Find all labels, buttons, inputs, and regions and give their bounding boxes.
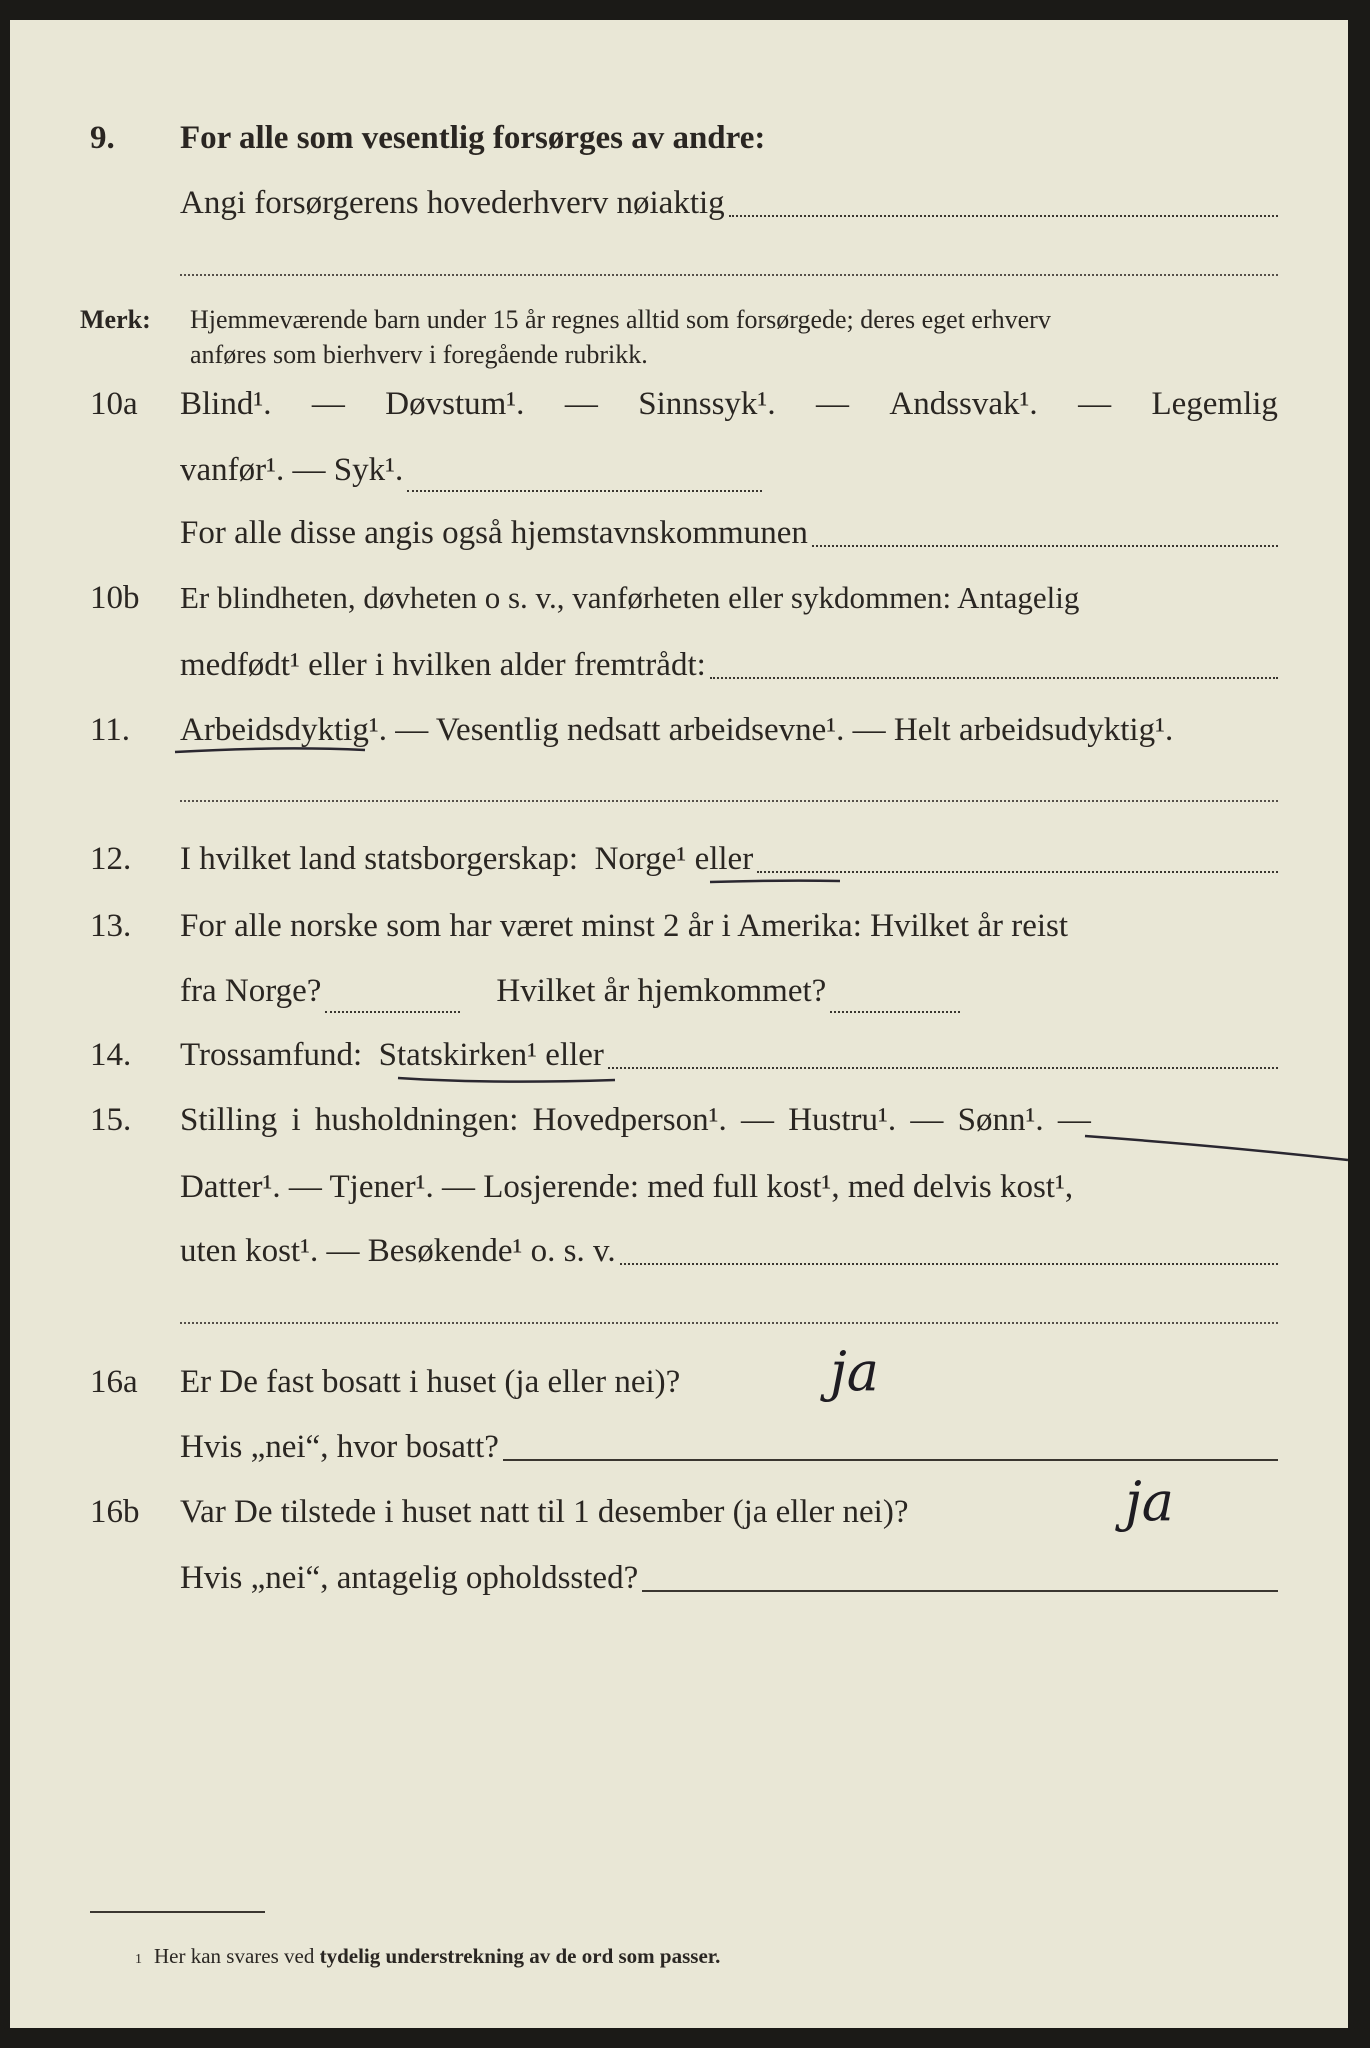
q15-line1: Stilling i husholdningen: Hovedperson¹. — Hustru¹. — Sønn¹. — [180, 1102, 1091, 1138]
q16b-label: Var De tilstede i huset natt til 1 desember (ja eller nei)? [180, 1494, 909, 1530]
option-statskirken[interactable]: Statskirken¹ [378, 1037, 538, 1073]
q12-line [180, 841, 1278, 878]
q15-number: 15. [90, 1102, 132, 1138]
q9-extra-line[interactable] [180, 274, 1278, 276]
merk-label: Merk: [80, 305, 151, 334]
q16b-number: 16b [90, 1494, 140, 1530]
q10a-line3 [180, 515, 1278, 552]
q10a-hjemstavn-field[interactable] [812, 545, 1278, 547]
dash: — [815, 386, 849, 422]
q10b-label: medfødt¹ eller i hvilken alder fremtrådt: [180, 647, 706, 683]
option-sinnssyk[interactable]: Sinnssyk¹. [638, 386, 776, 422]
q16b-handwritten-answer[interactable]: ja [1125, 1470, 1174, 1533]
option-andssvak[interactable]: Andssvak¹. [889, 386, 1038, 422]
q14-line [180, 1037, 1278, 1074]
q14-label: Trossamfund: [180, 1037, 363, 1073]
q16a-line2 [180, 1429, 1278, 1466]
q14-field[interactable] [608, 1067, 1278, 1069]
q10b-line1: Er blindheten, døvheten o s. v., vanførheten eller sykdommen: Antagelig [180, 580, 1080, 615]
footnote-rule [90, 1911, 265, 1913]
q16b-opholdssted-label: Hvis „nei“, antagelig opholdssted? [180, 1560, 639, 1596]
footnote [135, 1944, 720, 1969]
q12-number: 12. [90, 841, 132, 877]
q10a-syk-field[interactable] [407, 490, 762, 492]
dash: — [1078, 386, 1112, 422]
dash: — [311, 386, 345, 422]
q15-line2: Datter¹. — Tjener¹. — Losjerende: med full kost¹, med delvis kost¹, [180, 1169, 1074, 1205]
q16a-label: Er De fast bosatt i huset (ja eller nei)? [180, 1364, 681, 1400]
q13-hjemkommet-field[interactable] [830, 1011, 960, 1013]
q15-field[interactable] [620, 1263, 1278, 1265]
census-form-page [10, 20, 1348, 2028]
footnote-mark: 1 [135, 1952, 142, 1967]
option-arbeidsdyktig[interactable]: Arbeidsdyktig¹. [180, 712, 387, 748]
q11-other-options[interactable]: — Vesentlig nedsatt arbeidsevne¹. — Helt arbeidsudyktig¹. [395, 712, 1174, 748]
merk-line1: Hjemmeværende barn under 15 år regnes alltid som forsørgede; deres eget erhverv [190, 305, 1051, 334]
q15-besokende: uten kost¹. — Besøkende¹ o. s. v. [180, 1233, 616, 1269]
q13-number: 13. [90, 908, 132, 944]
q9-answer-field[interactable] [729, 215, 1278, 217]
q9-label: Angi forsørgerens hovederhverv nøiaktig [180, 185, 725, 221]
q10a-line1 [180, 386, 1278, 423]
q13-reist-field[interactable] [325, 1011, 460, 1013]
q16b-opholdssted-field[interactable] [642, 1590, 1278, 1592]
dash: — [564, 386, 598, 422]
underline-statskirken [398, 1078, 615, 1082]
q16b-line2 [180, 1560, 1278, 1597]
q11-number: 11. [90, 712, 131, 748]
q12-eller: eller [694, 841, 754, 877]
q12-field[interactable] [757, 871, 1278, 873]
option-blind[interactable]: Blind¹. [180, 386, 272, 422]
q13-reist-label: fra Norge? [180, 973, 322, 1009]
q13-hjemkommet-label: Hvilket år hjemkommet? [496, 973, 827, 1009]
q16a-handwritten-answer[interactable]: ja [830, 1340, 879, 1403]
q11-line [180, 712, 1278, 749]
q10b-line2 [180, 647, 1278, 684]
q10b-number: 10b [90, 580, 140, 616]
q15-line3 [180, 1233, 1278, 1270]
q14-eller: eller [545, 1037, 604, 1073]
underline-sonn [1085, 1136, 1348, 1160]
q16a-number: 16a [90, 1364, 138, 1400]
q10a-number: 10a [90, 386, 138, 422]
q13-line1: For alle norske som har været minst 2 år i Amerika: Hvilket år reist [180, 908, 1069, 944]
q9-line1: For alle som vesentlig forsørges av andre: [180, 120, 766, 156]
option-legemlig[interactable]: Legemlig [1151, 386, 1278, 422]
q10a-line2 [180, 452, 1278, 489]
q15-extra-line[interactable] [180, 1322, 1278, 1324]
q9-number: 9. [90, 120, 115, 156]
q12-label: I hvilket land statsborgerskap: [180, 841, 579, 877]
footnote-text: Her kan svares ved [154, 1944, 315, 1968]
q14-number: 14. [90, 1037, 132, 1073]
q16a-bosatt-field[interactable] [503, 1459, 1278, 1461]
option-norge[interactable]: Norge¹ [594, 841, 687, 877]
footnote-text-bold: tydelig understrekning av de ord som passer. [319, 1944, 721, 1968]
q10b-field[interactable] [710, 677, 1278, 679]
q10a-vanfor-syk: vanfør¹. — Syk¹. [180, 452, 404, 488]
option-dovstum[interactable]: Døvstum¹. [385, 386, 525, 422]
q16a-line1 [180, 1364, 1278, 1401]
q16a-bosatt-label: Hvis „nei“, hvor bosatt? [180, 1429, 499, 1465]
q9-question [180, 120, 1278, 157]
q11-extra-line[interactable] [180, 800, 1278, 802]
q16b-line1 [180, 1494, 1278, 1531]
merk-line2: anføres som bierhverv i foregående rubrikk. [190, 340, 648, 369]
q9-line2 [180, 185, 1278, 222]
q10a-hjemstavn-label: For alle disse angis også hjemstavnskommunen [180, 515, 808, 551]
q13-line2 [180, 973, 1278, 1010]
underline-norge [710, 881, 840, 882]
